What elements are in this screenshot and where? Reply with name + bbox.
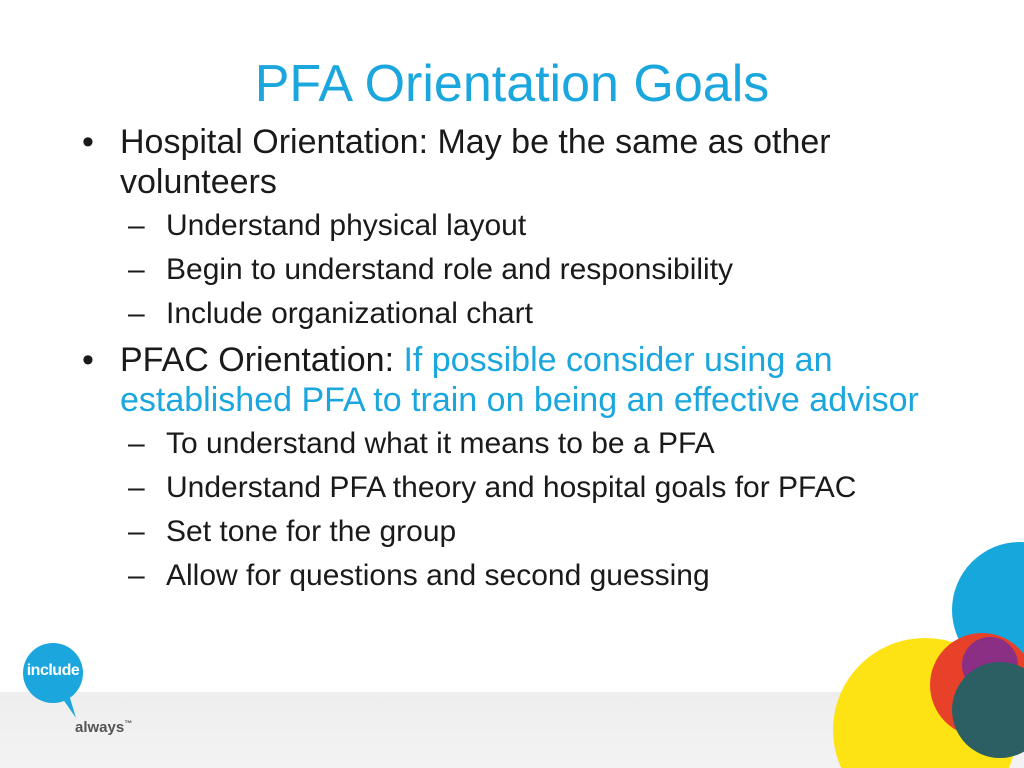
bullet-marker: • <box>82 341 94 379</box>
logo-always-word: always <box>75 719 125 736</box>
slide-title: PFA Orientation Goals <box>254 55 770 113</box>
sub-bullet <box>80 296 980 331</box>
bullet-text: Hospital Orientation: May be the same as other volunteers <box>120 123 831 201</box>
bullet-pfac-orientation <box>80 340 980 420</box>
sub-bullet <box>80 426 980 461</box>
sub-bullet-text: Include organizational chart <box>166 297 533 330</box>
bullet-hospital-orientation <box>80 122 980 202</box>
sub-bullet-text: Set tone for the group <box>166 515 457 548</box>
dash-marker: – <box>128 471 145 504</box>
trademark-mark: ™ <box>124 719 133 728</box>
dash-marker: – <box>128 427 145 460</box>
sub-bullet <box>80 470 926 505</box>
bullet-accent-text: If possible consider using an established PFA to train on being an effective advisor <box>120 341 919 419</box>
sub-bullet-text: Understand physical layout <box>166 209 527 242</box>
sub-bullet-text: Begin to understand role and responsibility <box>166 253 734 286</box>
bullet-marker: • <box>82 123 94 161</box>
dash-marker: – <box>128 209 145 242</box>
dash-marker: – <box>128 253 145 286</box>
sub-bullet <box>80 208 980 243</box>
bullet-text: PFAC Orientation: <box>120 341 404 379</box>
include-always-logo <box>20 640 150 750</box>
dash-marker: – <box>128 559 145 592</box>
slide-content <box>80 122 980 602</box>
dash-marker: – <box>128 297 145 330</box>
dash-marker: – <box>128 515 145 548</box>
logo-always-text <box>75 719 132 736</box>
sub-bullet-text: Allow for questions and second guessing <box>166 559 710 592</box>
logo-include-text: include <box>26 662 80 679</box>
sub-bullet-text: Understand PFA theory and hospital goals for PFAC <box>166 471 857 504</box>
sub-bullet-text: To understand what it means to be a PFA <box>166 427 715 460</box>
sub-bullet <box>80 252 980 287</box>
decorative-speech-bubbles <box>820 540 1024 768</box>
